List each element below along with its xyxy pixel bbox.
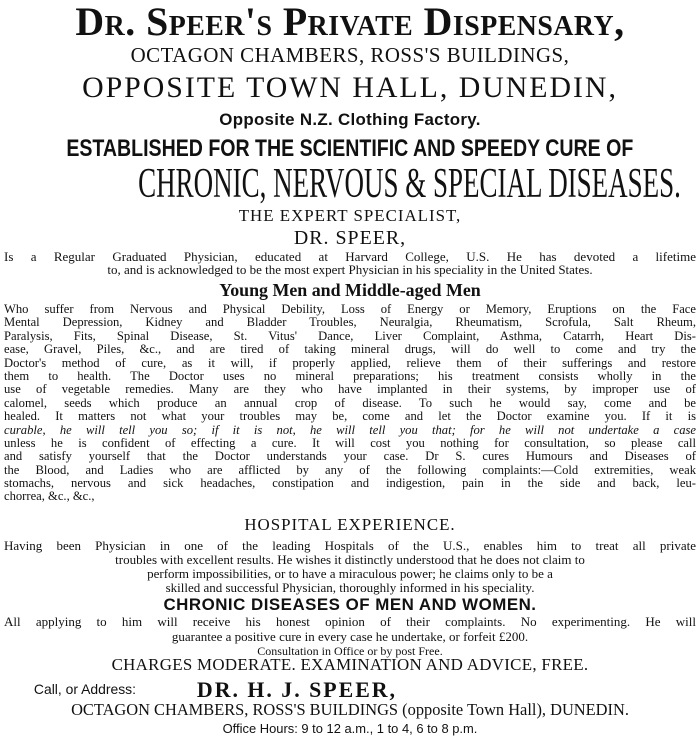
footer-address: OCTAGON CHAMBERS, ROSS'S BUILDINGS (opposite Town Hall), DUNEDIN. xyxy=(71,700,629,719)
body-line: Mental Depression, Kidney and Bladder Troubles, Neuralgia, Rheumatism, Scrofula, Salt Rheum, xyxy=(4,315,696,330)
ad-title: Dr. Speer's Private Dispensary, xyxy=(75,0,625,44)
intro-line: Is a Regular Graduated Physician, educated at Harvard College, U.S. He has devoted a lifetime xyxy=(4,249,696,264)
body-line: and satisfy yourself that the Doctor understands your case. Dr S. cures Humours and Diseases of xyxy=(4,449,696,464)
body-line: use of vegetable remedies. Many are they who have implanted in their systems, by improper use of xyxy=(4,382,696,397)
body-line: the Blood, and Ladies who are afflicted by any of the following complaints:—Cold extremities, weak xyxy=(4,462,696,477)
diseases-text: CHRONIC, NERVOUS & SPECIAL DISEASES. xyxy=(138,161,681,207)
hospital-heading: HOSPITAL EXPERIENCE. xyxy=(244,515,456,534)
young-men-paragraph xyxy=(4,303,696,504)
body-line: All applying to him will receive his honest opinion of their complaints. No experimenting. He will xyxy=(4,614,696,629)
body-line: guarantee a positive cure in every case he undertake, or forfeit £200. xyxy=(171,629,529,644)
chronic-heading: CHRONIC DISEASES OF MEN AND WOMEN. xyxy=(163,595,537,614)
body-line: stomachs, nervous and sick headaches, constipation and indigestion, pain in the side and back, leu- xyxy=(4,476,696,491)
young-men-heading: Young Men and Middle-aged Men xyxy=(219,280,481,300)
body-line: perform impossibilities, or to have a miraculous power; he claims only to be a xyxy=(147,566,553,581)
body-line: unless he is confident of effecting a cure. It will cost you nothing for consultation, so please call xyxy=(4,435,696,450)
body-line: healed. It matters not what your troubles may be, come and let the Doctor examine you. If it is xyxy=(4,409,696,424)
established-heading xyxy=(2,137,698,161)
body-line: calomel, seeds which produce an annual crop of disease. To such he would say, come and be xyxy=(4,395,696,410)
established-text: ESTABLISHED FOR THE SCIENTIFIC AND SPEEDY CURE OF xyxy=(66,135,634,162)
call-label: Call, or Address: xyxy=(33,681,137,697)
diseases-heading xyxy=(62,161,681,207)
charges-line: CHARGES MODERATE. EXAMINATION AND ADVICE, FREE. xyxy=(111,655,589,674)
office-hours: Office Hours: 9 to 12 a.m., 1 to 4, 6 to 8 p.m. xyxy=(222,721,478,736)
body-line: troubles with excellent results. He wishes it distinctly understood that he does not claim to xyxy=(115,552,585,567)
address-line-3: Opposite N.Z. Clothing Factory. xyxy=(219,110,481,129)
expert-specialist: THE EXPERT SPECIALIST, xyxy=(238,206,462,225)
address-line-2: OPPOSITE TOWN HALL, DUNEDIN, xyxy=(82,71,618,104)
body-line: curable, he will tell you so; if it is not, he will tell you that; for he will not undertake a case xyxy=(4,422,696,437)
doctor-name-heading: DR. SPEER, xyxy=(293,227,407,249)
hospital-paragraph xyxy=(4,539,696,595)
intro-line: to, and is acknowledged to be the most expert Physician in his speciality in the United States. xyxy=(107,262,593,277)
body-line: ease, Gravel, Piles, &c., and are tired of taking mineral drugs, will do well to come and try the xyxy=(4,342,696,357)
doctor-name: DR. H. J. SPEER, xyxy=(196,677,398,702)
body-line: Doctor's method of cure, as it will, if properly applied, relieve them of their sufferings and restore xyxy=(4,355,696,370)
body-line: Consultation in Office or by post Free. xyxy=(257,644,443,658)
chronic-paragraph xyxy=(4,615,696,659)
intro-paragraph xyxy=(4,250,696,276)
body-line: them to health. The Doctor uses no mineral preparations; his treatment consists wholly in the xyxy=(4,368,696,383)
body-line: Who suffer from Nervous and Physical Debility, Loss of Energy or Memory, Eruptions on the Face xyxy=(4,302,696,316)
address-line-1: OCTAGON CHAMBERS, ROSS'S BUILDINGS, xyxy=(130,43,570,67)
body-line: skilled and successful Physician, thoroughly informed in his speciality. xyxy=(165,580,535,595)
body-line: Having been Physician in one of the leading Hospitals of the U.S., enables him to treat all private xyxy=(4,538,696,553)
body-line: chorrea, &c., &c., xyxy=(4,489,95,504)
body-line: Paralysis, Fits, Spinal Disease, St. Vitus' Dance, Liver Complaint, Asthma, Catarrh, Heart Dis- xyxy=(4,328,696,343)
